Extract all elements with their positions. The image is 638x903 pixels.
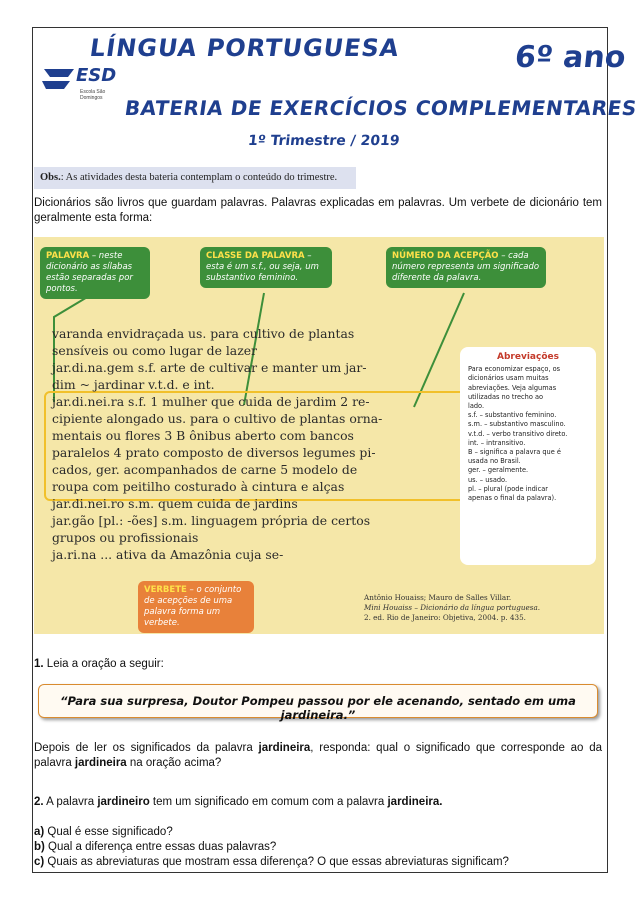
abbr-line: us. – usado.	[468, 475, 508, 484]
abbreviations-box	[460, 347, 596, 565]
tag-numero-hl: NÚMERO DA ACEPÇÃO	[392, 251, 499, 261]
dict-line: paralelos 4 prato composto de diversos legumes pi-	[52, 445, 376, 460]
dict-line: cados, ger. acompanhados de carne 5 modelo de	[52, 462, 358, 477]
obs-note	[34, 167, 356, 189]
quote-box: “Para sua surpresa, Doutor Pompeu passou por ele acenando, sentado em uma jardineira.”	[38, 684, 598, 718]
tag-verbete-text: – o conjunto de acepções de uma palavra forma um verbete.	[144, 585, 242, 628]
q2-text: A palavra	[46, 796, 98, 808]
q2a-text: Qual é esse significado?	[44, 826, 173, 838]
dict-line: roupa com peitilho costurado à cintura e alças	[52, 479, 345, 494]
q1-number: 1.	[34, 658, 44, 670]
dict-line: jar.gão [pl.: -ões] s.m. linguagem própria de certos	[52, 513, 371, 528]
tag-classe-text: – esta é um s.f., ou seja, um substantivo feminino.	[206, 251, 319, 283]
q2-word: jardineiro	[97, 796, 150, 808]
tag-verbete	[138, 581, 254, 633]
q2b-label: b)	[34, 841, 45, 853]
logo-subtitle: Escola São Domingos	[80, 89, 106, 101]
subject-title: LÍNGUA PORTUGUESA	[88, 34, 402, 62]
q2c-label: c)	[34, 856, 45, 868]
abbr-title: Abreviações	[497, 352, 559, 362]
grade-title: 6º ano	[513, 40, 628, 75]
abbr-line: v.t.d. – verbo transitivo direto.	[468, 429, 568, 438]
cite-line: 2. ed. Rio de Janeiro: Objetiva, 2004. p. 435.	[364, 613, 526, 622]
question-2b	[34, 840, 602, 855]
citation	[364, 593, 594, 623]
dict-line: grupos ou profissionais	[52, 530, 199, 545]
dict-line: jar.di.na.gem s.f. arte de cultivar e manter um jar-	[52, 360, 367, 375]
dict-line: jar.di.nei.ra s.f. 1 mulher que cuida de jardim 2 re-	[52, 394, 370, 409]
abbr-line: B – significa a palavra que é	[468, 448, 561, 457]
question-1-prompt	[34, 741, 602, 771]
abbr-line: abreviações. Veja algumas	[468, 383, 557, 392]
q1-word: jardineira	[74, 757, 127, 769]
obs-text: : As atividades desta bateria contemplam o conteúdo do trimestre.	[60, 172, 338, 183]
question-2c	[34, 855, 602, 870]
q1-prompt-text: , responda: qual o significado que corresponde ao da palavra	[34, 742, 602, 769]
cite-line: Mini Houaiss – Dicionário da língua portuguesa.	[364, 603, 541, 612]
q1-text: Leia a oração a seguir:	[46, 658, 164, 670]
abbr-line: usada no Brasil.	[468, 457, 521, 466]
dict-line: sensíveis ou como lugar de lazer	[52, 343, 257, 358]
abbr-line: apenas o final da palavra).	[468, 494, 557, 503]
dictionary-figure	[34, 237, 604, 634]
q2b-text: Qual a diferença entre essas duas palavras?	[44, 841, 277, 853]
dict-line: dim ~ jardinar v.t.d. e int.	[52, 377, 215, 392]
question-2a	[34, 825, 602, 840]
tag-verbete-hl: VERBETE	[144, 585, 187, 595]
tag-palavra-text: – neste dicionário as sílabas estão separadas por pontos.	[46, 251, 133, 294]
logo-text: ESD	[76, 65, 117, 86]
term-title: 1º Trimestre / 2019	[247, 133, 401, 149]
dict-line: ja.ri.na ... ativa da Amazônia cuja se-	[52, 547, 284, 562]
q1-word: jardineira	[258, 742, 311, 754]
abbr-line: s.m. – substantivo masculino.	[468, 420, 566, 429]
dictionary-entries	[52, 325, 472, 563]
worksheet-title: BATERIA DE EXERCÍCIOS COMPLEMENTARES	[123, 96, 638, 120]
abbr-line: pl. – plural (pode indicar	[468, 484, 549, 493]
dict-line: mentais ou flores 3 B ônibus aberto com bancos	[52, 428, 354, 443]
abbr-line: Para economizar espaço, os	[468, 365, 561, 374]
question-1	[34, 657, 602, 672]
dict-line: varanda envidraçada us. para cultivo de plantas	[52, 326, 355, 341]
intro-paragraph: Dicionários são livros que guardam palavras. Palavras explicadas em palavras. Um verbete de dicionário tem geralmente esta forma:	[34, 197, 602, 224]
question-2	[34, 795, 602, 810]
q2c-text: Quais as abreviaturas que mostram essa diferença? O que essas abreviaturas significam?	[44, 856, 509, 868]
q1-prompt-text: Depois de ler os significados da palavra	[34, 742, 259, 754]
abbr-line: int. – intransitivo.	[468, 438, 526, 447]
q2-text: tem um significado em comum com a palavra	[149, 796, 388, 808]
tag-numero-text: – cada número representa um significado diferente da palavra.	[392, 251, 540, 283]
dict-line: cipiente alongado us. para o cultivo de plantas orna-	[52, 411, 383, 426]
dict-line: jar.di.nei.ro s.m. quem cuida de jardins	[52, 496, 298, 511]
q2-number: 2.	[34, 796, 44, 808]
abbr-line: s.f. – substantivo feminino.	[468, 411, 557, 420]
abbr-line: dicionários usam muitas	[468, 374, 549, 383]
obs-label: Obs.	[40, 172, 61, 183]
cite-line: Antônio Houaiss; Mauro de Salles Villar.	[364, 593, 512, 602]
abbr-line: lado.	[468, 402, 485, 411]
abbr-line: ger. – geralmente.	[468, 466, 529, 475]
q1-prompt-text: na oração acima?	[126, 757, 222, 769]
abbr-line: utilizadas no trecho ao	[468, 392, 544, 401]
tag-palavra-hl: PALAVRA	[46, 251, 90, 261]
q2-word: jardineira.	[387, 796, 443, 808]
school-logo	[40, 65, 117, 110]
tag-classe-hl: CLASSE DA PALAVRA	[206, 251, 305, 261]
q2a-label: a)	[34, 826, 45, 838]
